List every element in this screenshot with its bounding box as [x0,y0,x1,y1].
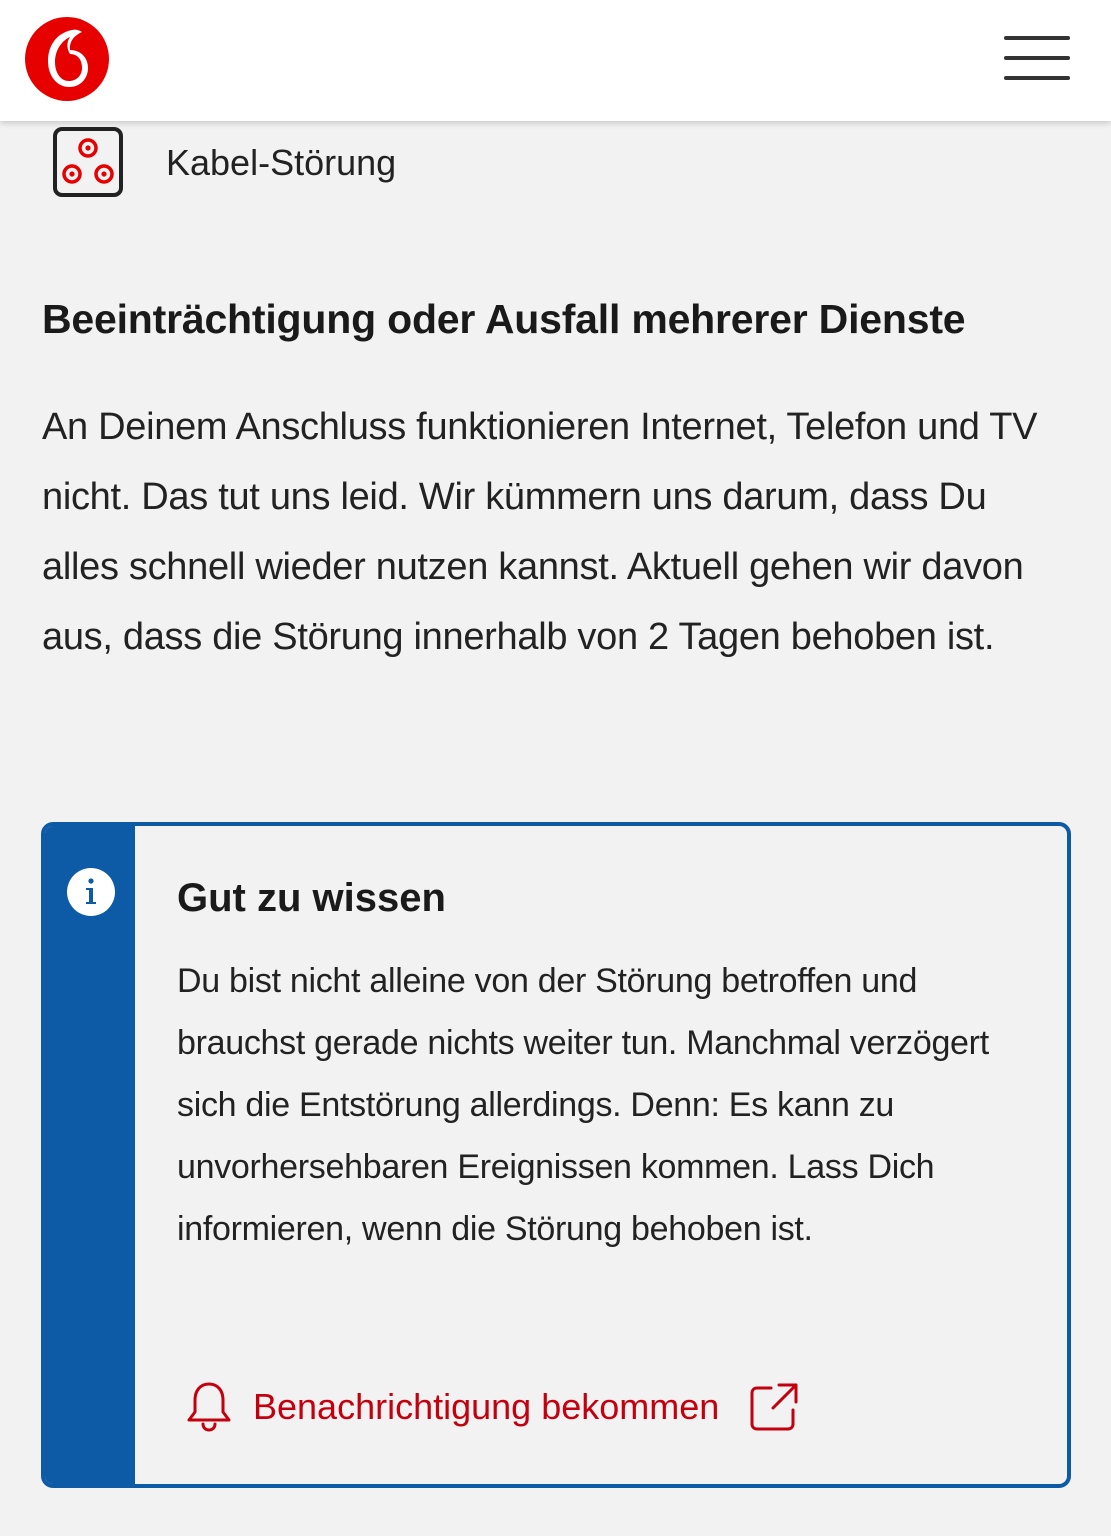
info-stripe [45,826,135,1484]
info-text: Du bist nicht alleine von der Störung betroffen und brauchst gerade nichts weiter tun. Manchmal verzögert sich die Entstörung allerdings. Denn: Es kann zu unvorhersehbaren Ereignissen kommen. Lass Dich informieren, wenn die Störung behoben ist. [177,962,989,1248]
page-headline: Beeinträchtigung oder Ausfall mehrerer Dienste [42,296,966,342]
notification-link[interactable] [181,1374,821,1434]
external-link-icon [747,1380,801,1434]
notification-link-label: Benachrichtigung bekommen [253,1386,720,1427]
top-bar [0,0,1111,121]
info-box [41,822,1071,1488]
cable-icon [52,126,124,198]
service-row [52,126,652,200]
bell-icon [181,1378,237,1434]
vodafone-logo[interactable] [24,16,110,102]
service-label: Kabel-Störung [166,142,397,183]
outage-description: An Deinem Anschluss funktionieren Internet, Telefon und TV nicht. Das tut uns leid. Wir kümmern uns darum, dass Du alles schnell wieder nutzen kannst. Aktuell gehen wir davon aus, dass die Störung innerhalb von 2 Tagen behoben ist. [42,406,1038,658]
info-icon [65,866,117,918]
info-title: Gut zu wissen [177,876,446,920]
hamburger-menu-icon[interactable] [1004,36,1070,84]
